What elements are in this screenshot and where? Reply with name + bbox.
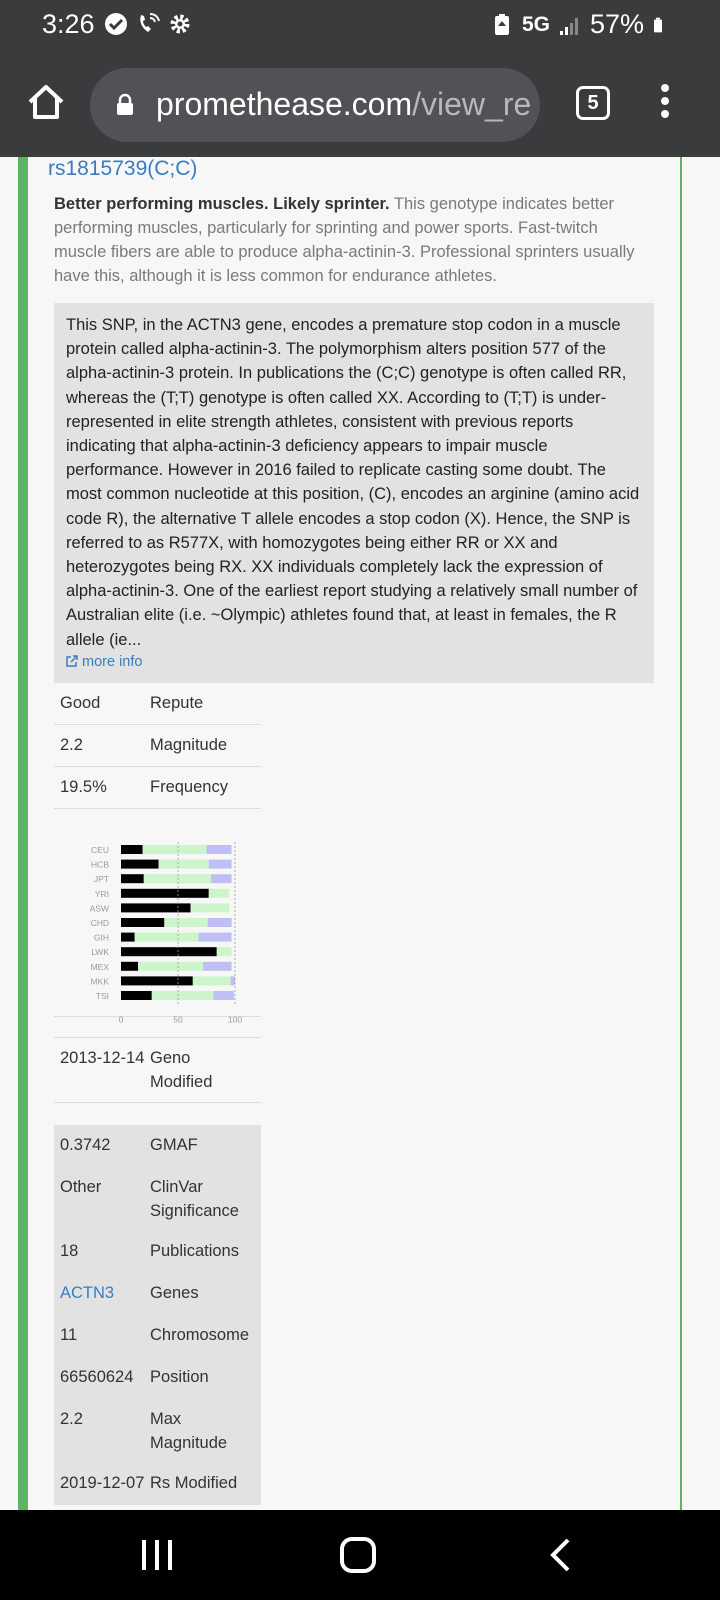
status-right	[490, 9, 668, 40]
more-info-label: more info	[82, 653, 143, 670]
row-label: Magnitude	[150, 736, 228, 754]
bar-segment	[121, 962, 138, 971]
home-icon[interactable]	[26, 82, 66, 122]
wifi-calling-icon	[136, 12, 160, 36]
genotype-summary	[54, 192, 644, 288]
battery-icon	[652, 13, 668, 37]
vpn-check-icon	[104, 12, 128, 36]
bar-segment	[121, 918, 164, 927]
table-row	[54, 1273, 261, 1315]
row-label: Rs Modified	[150, 1474, 238, 1492]
row-value: 2019-12-07	[60, 1474, 145, 1492]
row-label: Repute	[150, 694, 204, 712]
gene-link[interactable]: ACTN3	[60, 1284, 115, 1302]
summary-text: This genotype indicates better performing muscles, particularly for sprinting and power sports. Fast-twitch muscle fibers are able to produce alpha-actinin-3. Professional sprinters usually have this, although it is less common for endurance athletes.	[54, 195, 635, 285]
frequency-chart-svg	[54, 817, 261, 1025]
row-value: 2.2	[60, 736, 83, 754]
table-row	[54, 1463, 261, 1505]
table-row	[54, 683, 261, 725]
row-label: Max Magnitude	[150, 1410, 228, 1452]
status-bar	[0, 0, 720, 52]
bar-segment	[121, 991, 152, 1000]
bar-segment	[159, 860, 209, 869]
browser-toolbar	[0, 52, 720, 157]
table-row	[54, 1125, 261, 1167]
table-row	[54, 1399, 261, 1463]
external-link-icon	[66, 655, 78, 667]
table-row	[54, 725, 261, 767]
back-icon[interactable]	[548, 1538, 572, 1572]
bar-segment	[209, 860, 232, 869]
bar-segment	[217, 947, 232, 956]
x-tick-label: 0	[118, 1014, 124, 1025]
row-label: GMAF	[150, 1136, 198, 1154]
population-label: LWK	[91, 947, 109, 958]
row-value: 0.3742	[60, 1136, 111, 1154]
table-row	[54, 1167, 261, 1231]
population-label: HCB	[91, 859, 109, 870]
signal-icon	[558, 13, 582, 37]
row-value: 18	[60, 1242, 79, 1260]
row-value: 2013-12-14	[60, 1049, 145, 1067]
bar-segment	[164, 918, 207, 927]
population-label: JPT	[93, 874, 109, 885]
bar-segment	[121, 976, 193, 985]
population-label: YRI	[94, 888, 109, 899]
table-row	[54, 1357, 261, 1399]
row-value: 2.2	[60, 1410, 83, 1428]
row-value: 19.5%	[60, 778, 107, 796]
rs-table	[54, 1125, 261, 1505]
tab-switcher-button[interactable]: 5	[576, 86, 610, 120]
snp-description-box	[54, 303, 654, 683]
bar-segment	[211, 874, 232, 883]
row-label: Frequency	[150, 778, 228, 796]
card-border	[680, 157, 682, 1510]
population-label: CEU	[91, 845, 109, 855]
row-label: Publications	[150, 1242, 239, 1260]
lock-icon	[116, 94, 134, 116]
bar-segment	[143, 845, 207, 854]
bar-segment	[121, 947, 217, 956]
bar-segment	[135, 933, 199, 942]
bar-segment	[230, 976, 235, 985]
address-bar[interactable]	[90, 68, 540, 142]
bar-segment	[213, 991, 234, 1000]
snp-description: This SNP, in the ACTN3 gene, encodes a premature stop codon in a muscle protein called alpha-actinin-3. The polymorphism alters position 577 of the alpha-actinin-3 protein. In publications the (C;C) genotype is often called RR, whereas the (T;T) genotype is often called XX. According to (T;T) is under-represented in elite strength athletes, consistent with previous reports indicating that alpha-actinin-3 deficiency appears to impair muscle performance. However in 2016 failed to replicate casting some doubt. The most common nucleotide at this position, (C), encodes an arginine (amino acid code R), the alternative T allele encodes a stop codon (X). Hence, the SNP is referred to as R577X, with homozygotes being either RR or XX and heterozygotes being RX. XX individuals completely lack the expression of alpha-actinin-3. One of the earliest report studying a relatively small number of Australian elite (i.e. ~Olympic) athletes found that, at least in females, the R allele (ie...	[66, 316, 640, 649]
bar-segment	[203, 962, 232, 971]
bar-segment	[199, 933, 232, 942]
bar-segment	[207, 845, 232, 854]
bar-segment	[209, 889, 230, 898]
status-left-icons	[104, 12, 192, 36]
population-label: ASW	[89, 903, 109, 914]
bar-segment	[191, 903, 230, 912]
status-time: 3:26	[42, 9, 95, 39]
bar-segment	[144, 874, 211, 883]
bar-segment	[138, 962, 203, 971]
row-label: Genes	[150, 1284, 199, 1302]
more-info-link[interactable]	[66, 654, 142, 670]
row-label: Geno Modified	[150, 1049, 213, 1091]
x-tick-label: 100	[227, 1014, 243, 1025]
battery-saver-icon	[490, 13, 514, 37]
summary-headline: Better performing muscles. Likely sprinter.	[54, 195, 390, 213]
bar-segment	[121, 933, 135, 942]
genotype-color-bar	[18, 157, 28, 1510]
bar-segment	[121, 874, 144, 883]
url-path: /view_re	[412, 86, 532, 122]
population-label: GIH	[93, 932, 109, 943]
population-frequency-chart	[54, 817, 261, 1025]
row-label: Chromosome	[150, 1326, 250, 1344]
page-content	[0, 157, 720, 1510]
table-row	[54, 767, 261, 809]
bar-segment	[152, 991, 214, 1000]
bar-segment	[121, 889, 209, 898]
x-tick-label: 50	[173, 1014, 183, 1025]
bar-segment	[121, 845, 143, 854]
url-text	[156, 86, 531, 123]
table-row	[54, 1231, 261, 1273]
bar-segment	[121, 903, 191, 912]
row-label: Position	[150, 1368, 209, 1386]
url-domain: promethease.com	[156, 86, 413, 122]
geno-table	[54, 1037, 261, 1103]
row-value: 11	[60, 1326, 78, 1344]
gear-icon	[168, 12, 192, 36]
bar-segment	[208, 918, 232, 927]
summary-table	[54, 683, 261, 809]
table-row	[54, 1315, 261, 1357]
recents-icon[interactable]	[140, 1538, 174, 1572]
population-label: MKK	[90, 976, 109, 987]
bar-segment	[121, 860, 159, 869]
row-value: Good	[60, 694, 101, 712]
overflow-menu-icon[interactable]	[658, 84, 672, 124]
nav-home-icon[interactable]	[340, 1537, 376, 1573]
row-value: Other	[60, 1178, 102, 1196]
row-value: 66560624	[60, 1368, 134, 1386]
network-type: 5G	[521, 12, 550, 36]
table-row	[54, 1037, 261, 1103]
bar-segment	[193, 976, 231, 985]
snp-title-link[interactable]: rs1815739(C;C)	[48, 157, 198, 180]
system-nav-bar	[0, 1510, 720, 1600]
population-label: TSI	[95, 991, 109, 1001]
row-label: ClinVar Significance	[150, 1178, 239, 1220]
battery-percent: 57%	[589, 9, 644, 39]
population-label: MEX	[90, 961, 109, 972]
population-label: CHD	[90, 918, 109, 928]
